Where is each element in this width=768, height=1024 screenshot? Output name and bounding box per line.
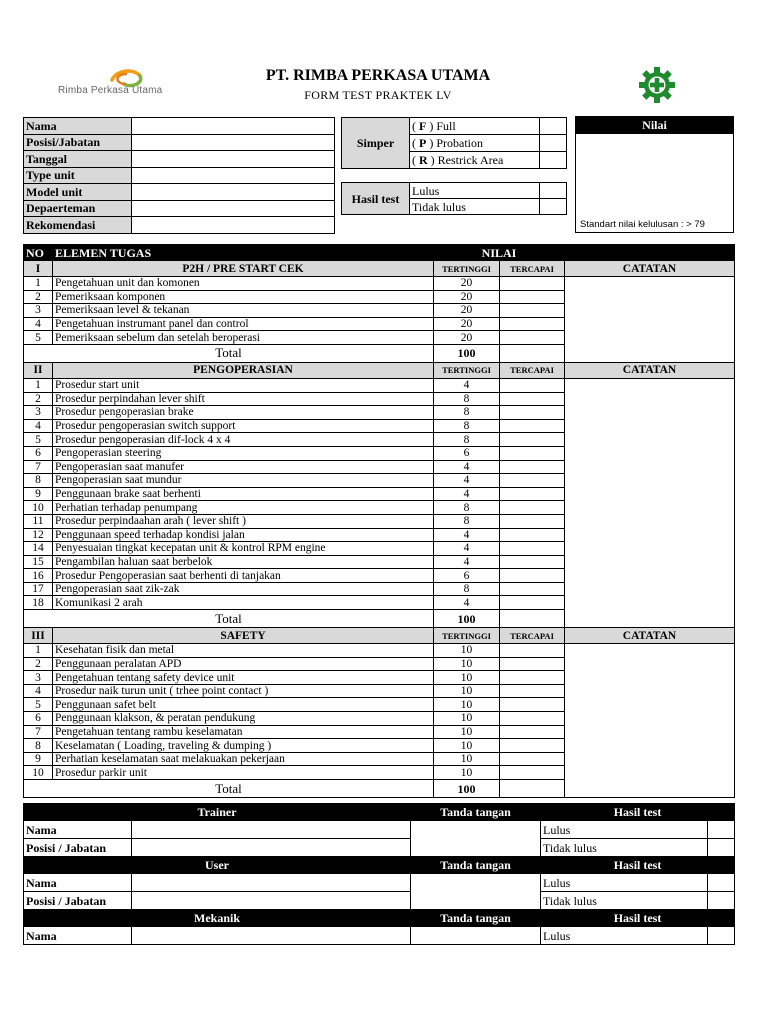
task-number: 9: [24, 752, 53, 766]
task-number: 1: [24, 644, 53, 658]
tertinggi-header: TERTINGGI: [434, 261, 500, 277]
task-name: Penyesuaian tingkat kecepatan unit & kontrol RPM engine: [53, 542, 434, 556]
result-header: Hasil test: [541, 910, 735, 927]
task-number: 17: [24, 582, 53, 596]
task-name: Penggunaan safet belt: [53, 698, 434, 712]
hasil-checkbox-lulus[interactable]: [540, 183, 567, 199]
section-title: PENGOPERASIAN: [53, 362, 434, 378]
signature-box[interactable]: [411, 874, 541, 910]
achieved-score-field[interactable]: [500, 487, 565, 501]
achieved-score-field[interactable]: [500, 671, 565, 685]
main-header-row: [24, 245, 735, 261]
simper-label: Simper: [342, 118, 410, 169]
total-label: Total: [24, 344, 434, 362]
task-name: Penggunaan speed terhadap kondisi jalan: [53, 528, 434, 542]
task-name: Prosedur parkir unit: [53, 766, 434, 780]
task-number: 14: [24, 542, 53, 556]
result-checkbox[interactable]: [708, 874, 735, 892]
result-option: Lulus: [541, 821, 708, 839]
elemen-header: ELEMEN TUGAS: [53, 245, 434, 261]
signer-field-label: Nama: [24, 821, 132, 839]
achieved-score-field[interactable]: [500, 474, 565, 488]
simper-table: [341, 117, 567, 169]
task-name: Prosedur pengoperasian switch support: [53, 419, 434, 433]
task-name: Pengoperasian saat manufer: [53, 460, 434, 474]
achieved-score-field[interactable]: [500, 752, 565, 766]
catatan-notes-field[interactable]: [565, 277, 735, 363]
section-header-row: [24, 628, 735, 644]
identity-table: [23, 117, 335, 234]
section-title: P2H / PRE START CEK: [53, 261, 434, 277]
simper-checkbox-full[interactable]: [540, 118, 567, 135]
achieved-score-field[interactable]: [500, 582, 565, 596]
result-checkbox[interactable]: [708, 892, 735, 910]
task-number: 6: [24, 712, 53, 726]
hasil-test-label: Hasil test: [342, 183, 410, 215]
task-name: Prosedur naik turun unit ( trhee point contact ): [53, 684, 434, 698]
task-number: 7: [24, 725, 53, 739]
max-score: 10: [434, 725, 500, 739]
section-title: SAFETY: [53, 628, 434, 644]
form-title: FORM TEST PRAKTEK LV: [304, 88, 452, 102]
position-field[interactable]: [132, 134, 335, 151]
total-max: 100: [434, 780, 500, 798]
task-name: Pengambilan haluan saat berbelok: [53, 555, 434, 569]
max-score: 10: [434, 684, 500, 698]
task-name: Prosedur perpindaahan arah ( lever shift ): [53, 514, 434, 528]
achieved-score-field[interactable]: [500, 406, 565, 420]
result-option: Lulus: [541, 874, 708, 892]
achieved-score-field[interactable]: [500, 392, 565, 406]
max-score: 20: [434, 304, 500, 318]
simper-option-full: ( F ) Full: [410, 118, 540, 135]
max-score: 10: [434, 644, 500, 658]
max-score: 8: [434, 433, 500, 447]
unit-model-field[interactable]: [132, 184, 335, 201]
recommendation-field[interactable]: [132, 217, 335, 234]
task-number: 5: [24, 331, 53, 345]
signature-row: [24, 821, 735, 839]
unit-type-field[interactable]: [132, 167, 335, 184]
max-score: 8: [434, 514, 500, 528]
role-title: Mekanik: [24, 910, 411, 927]
task-name: Pemeriksaan sebelum dan setelah beroperasi: [53, 331, 434, 345]
max-score: 8: [434, 406, 500, 420]
task-number: 2: [24, 392, 53, 406]
result-checkbox[interactable]: [708, 839, 735, 857]
task-number: 16: [24, 569, 53, 583]
signature-header-row: [24, 910, 735, 927]
achieved-score-field[interactable]: [500, 378, 565, 392]
achieved-score-field[interactable]: [500, 725, 565, 739]
simper-option-probation: ( P ) Probation: [410, 135, 540, 152]
achieved-score-field[interactable]: [500, 331, 565, 345]
achieved-score-field[interactable]: [500, 684, 565, 698]
task-row: [24, 644, 735, 658]
task-name: Pengetahuan tentang rambu keselamatan: [53, 725, 434, 739]
section-header-row: [24, 261, 735, 277]
max-score: 4: [434, 555, 500, 569]
field-label: Model unit: [24, 184, 132, 201]
achieved-score-field[interactable]: [500, 514, 565, 528]
date-field[interactable]: [132, 151, 335, 168]
total-max: 100: [434, 344, 500, 362]
simper-checkbox-probation[interactable]: [540, 135, 567, 152]
nilai-title: Nilai: [576, 117, 733, 134]
field-label: Nama: [24, 118, 132, 135]
max-score: 8: [434, 501, 500, 515]
signature-header: Tanda tangan: [411, 910, 541, 927]
task-name: Prosedur pengoperasian dif-lock 4 x 4: [53, 433, 434, 447]
max-score: 10: [434, 752, 500, 766]
task-number: 5: [24, 698, 53, 712]
tertinggi-header: TERTINGGI: [434, 628, 500, 644]
signature-row: [24, 892, 735, 910]
task-number: 6: [24, 446, 53, 460]
signature-row: [24, 927, 735, 945]
task-number: 3: [24, 671, 53, 685]
task-row: [24, 277, 735, 291]
max-score: 8: [434, 419, 500, 433]
nilai-header: NILAI: [434, 245, 565, 261]
achieved-score-field[interactable]: [500, 712, 565, 726]
task-name: Kesehatan fisik dan metal: [53, 644, 434, 658]
task-name: Prosedur start unit: [53, 378, 434, 392]
task-name: Pengetahuan unit dan komonen: [53, 277, 434, 291]
achieved-score-field[interactable]: [500, 317, 565, 331]
max-score: 4: [434, 474, 500, 488]
max-score: 6: [434, 569, 500, 583]
achieved-score-field[interactable]: [500, 501, 565, 515]
achieved-score-field[interactable]: [500, 657, 565, 671]
total-label: Total: [24, 610, 434, 628]
task-number: 10: [24, 501, 53, 515]
max-score: 10: [434, 698, 500, 712]
safety-cross-gear-icon: [638, 66, 676, 104]
achieved-score-field[interactable]: [500, 766, 565, 780]
signature-box[interactable]: [411, 821, 541, 857]
hasil-option-tidak-lulus: Tidak lulus: [410, 199, 540, 215]
achieved-score-field[interactable]: [500, 419, 565, 433]
tercapai-header: TERCAPAI: [500, 261, 565, 277]
section-number: II: [24, 362, 53, 378]
signature-header-row: [24, 804, 735, 821]
tertinggi-header: TERTINGGI: [434, 362, 500, 378]
achieved-score-field[interactable]: [500, 446, 565, 460]
max-score: 20: [434, 331, 500, 345]
achieved-score-field[interactable]: [500, 290, 565, 304]
max-score: 4: [434, 528, 500, 542]
achieved-score-field[interactable]: [500, 739, 565, 753]
signature-header-row: [24, 857, 735, 874]
field-label: Posisi/Jabatan: [24, 134, 132, 151]
max-score: 10: [434, 712, 500, 726]
signature-box[interactable]: [411, 927, 541, 945]
result-option: Tidak lulus: [541, 892, 708, 910]
hasil-test-table: [341, 182, 567, 215]
task-name: Prosedur pengoperasian brake: [53, 406, 434, 420]
task-number: 4: [24, 419, 53, 433]
achieved-score-field[interactable]: [500, 433, 565, 447]
logo-text: Rimba Perkasa Utama: [58, 85, 163, 96]
max-score: 4: [434, 596, 500, 610]
task-name: Pengoperasian saat zik-zak: [53, 582, 434, 596]
task-number: 2: [24, 290, 53, 304]
task-number: 11: [24, 514, 53, 528]
company-name: PT. RIMBA PERKASA UTAMA: [265, 67, 491, 84]
achieved-score-field[interactable]: [500, 277, 565, 291]
task-name: Pengetahuan tentang safety device unit: [53, 671, 434, 685]
max-score: 6: [434, 446, 500, 460]
catatan-notes-field[interactable]: [565, 378, 735, 627]
signer-field-input[interactable]: [132, 874, 411, 892]
result-option: Tidak lulus: [541, 839, 708, 857]
signer-field-input[interactable]: [132, 927, 411, 945]
catatan-header: CATATAN: [565, 261, 735, 277]
result-checkbox[interactable]: [708, 927, 735, 945]
achieved-score-field[interactable]: [500, 542, 565, 556]
achieved-score-field[interactable]: [500, 304, 565, 318]
task-row: [24, 378, 735, 392]
passing-standard: Standart nilai kelulusan : > 79: [580, 219, 705, 230]
max-score: 8: [434, 392, 500, 406]
task-number: 3: [24, 304, 53, 318]
signer-field-label: Nama: [24, 927, 132, 945]
role-title: Trainer: [24, 804, 411, 821]
task-number: 10: [24, 766, 53, 780]
tercapai-header: TERCAPAI: [500, 362, 565, 378]
field-label: Tanggal: [24, 151, 132, 168]
signature-header: Tanda tangan: [411, 857, 541, 874]
achieved-score-field[interactable]: [500, 569, 565, 583]
signer-field-input[interactable]: [132, 821, 411, 839]
catatan-header: CATATAN: [565, 628, 735, 644]
task-name: Pemeriksaan level & tekanan: [53, 304, 434, 318]
achieved-score-field[interactable]: [500, 698, 565, 712]
nilai-box[interactable]: [575, 116, 734, 233]
signature-row: [24, 839, 735, 857]
max-score: 10: [434, 766, 500, 780]
max-score: 4: [434, 378, 500, 392]
main-header-blank: [565, 245, 735, 261]
task-name: Pengoperasian saat mundur: [53, 474, 434, 488]
task-name: Komunikasi 2 arah: [53, 596, 434, 610]
task-number: 12: [24, 528, 53, 542]
result-checkbox[interactable]: [708, 821, 735, 839]
task-number: 4: [24, 317, 53, 331]
task-number: 9: [24, 487, 53, 501]
task-number: 3: [24, 406, 53, 420]
section-number: I: [24, 261, 53, 277]
task-number: 2: [24, 657, 53, 671]
achieved-score-field[interactable]: [500, 460, 565, 474]
task-name: Prosedur perpindahan lever shift: [53, 392, 434, 406]
signer-field-label: Nama: [24, 874, 132, 892]
result-header: Hasil test: [541, 804, 735, 821]
task-name: Prosedur Pengoperasian saat berhenti di tanjakan: [53, 569, 434, 583]
task-number: 1: [24, 378, 53, 392]
task-number: 1: [24, 277, 53, 291]
section-header-row: [24, 362, 735, 378]
task-number: 15: [24, 555, 53, 569]
achieved-score-field[interactable]: [500, 644, 565, 658]
catatan-notes-field[interactable]: [565, 644, 735, 798]
achieved-score-field[interactable]: [500, 528, 565, 542]
task-name: Penggunaan brake saat berhenti: [53, 487, 434, 501]
field-label: Rekomendasi: [24, 217, 132, 234]
task-name: Penggunaan peralatan APD: [53, 657, 434, 671]
total-achieved-field[interactable]: [500, 610, 565, 628]
signer-field-input[interactable]: [132, 892, 411, 910]
field-label: Depaerteman: [24, 200, 132, 217]
task-name: Pemeriksaan komponen: [53, 290, 434, 304]
result-header: Hasil test: [541, 857, 735, 874]
catatan-header: CATATAN: [565, 362, 735, 378]
max-score: 20: [434, 290, 500, 304]
signer-field-label: Posisi / Jabatan: [24, 839, 132, 857]
department-field[interactable]: [132, 200, 335, 217]
task-number: 8: [24, 474, 53, 488]
task-name: Pengoperasian steering: [53, 446, 434, 460]
total-max: 100: [434, 610, 500, 628]
task-number: 18: [24, 596, 53, 610]
signer-field-label: Posisi / Jabatan: [24, 892, 132, 910]
hasil-checkbox-tidak-lulus[interactable]: [540, 199, 567, 215]
task-number: 7: [24, 460, 53, 474]
total-label: Total: [24, 780, 434, 798]
evaluation-table: [23, 244, 735, 798]
field-label: Type unit: [24, 167, 132, 184]
max-score: 4: [434, 460, 500, 474]
task-number: 4: [24, 684, 53, 698]
total-achieved-field[interactable]: [500, 344, 565, 362]
section-number: III: [24, 628, 53, 644]
task-number: 5: [24, 433, 53, 447]
max-score: 10: [434, 739, 500, 753]
total-achieved-field[interactable]: [500, 780, 565, 798]
no-header: NO: [24, 245, 53, 261]
max-score: 10: [434, 671, 500, 685]
task-name: Keselamatan ( Loading, traveling & dumping ): [53, 739, 434, 753]
achieved-score-field[interactable]: [500, 596, 565, 610]
simper-option-restrick: ( R ) Restrick Area: [410, 152, 540, 169]
task-name: Perhatian terhadap penumpang: [53, 501, 434, 515]
task-name: Pengetahuan instrumant panel dan control: [53, 317, 434, 331]
max-score: 8: [434, 582, 500, 596]
signature-header: Tanda tangan: [411, 804, 541, 821]
signature-row: [24, 874, 735, 892]
max-score: 20: [434, 277, 500, 291]
role-title: User: [24, 857, 411, 874]
task-number: 8: [24, 739, 53, 753]
max-score: 20: [434, 317, 500, 331]
signer-field-input[interactable]: [132, 839, 411, 857]
tercapai-header: TERCAPAI: [500, 628, 565, 644]
name-field[interactable]: [132, 118, 335, 135]
task-name: Perhatian keselamatan saat melakuakan pekerjaan: [53, 752, 434, 766]
hasil-option-lulus: Lulus: [410, 183, 540, 199]
simper-checkbox-restrick[interactable]: [540, 152, 567, 169]
task-name: Penggunaan klakson, & peratan pendukung: [53, 712, 434, 726]
achieved-score-field[interactable]: [500, 555, 565, 569]
max-score: 4: [434, 487, 500, 501]
max-score: 10: [434, 657, 500, 671]
max-score: 4: [434, 542, 500, 556]
result-option: Lulus: [541, 927, 708, 945]
signature-table: [23, 803, 735, 945]
